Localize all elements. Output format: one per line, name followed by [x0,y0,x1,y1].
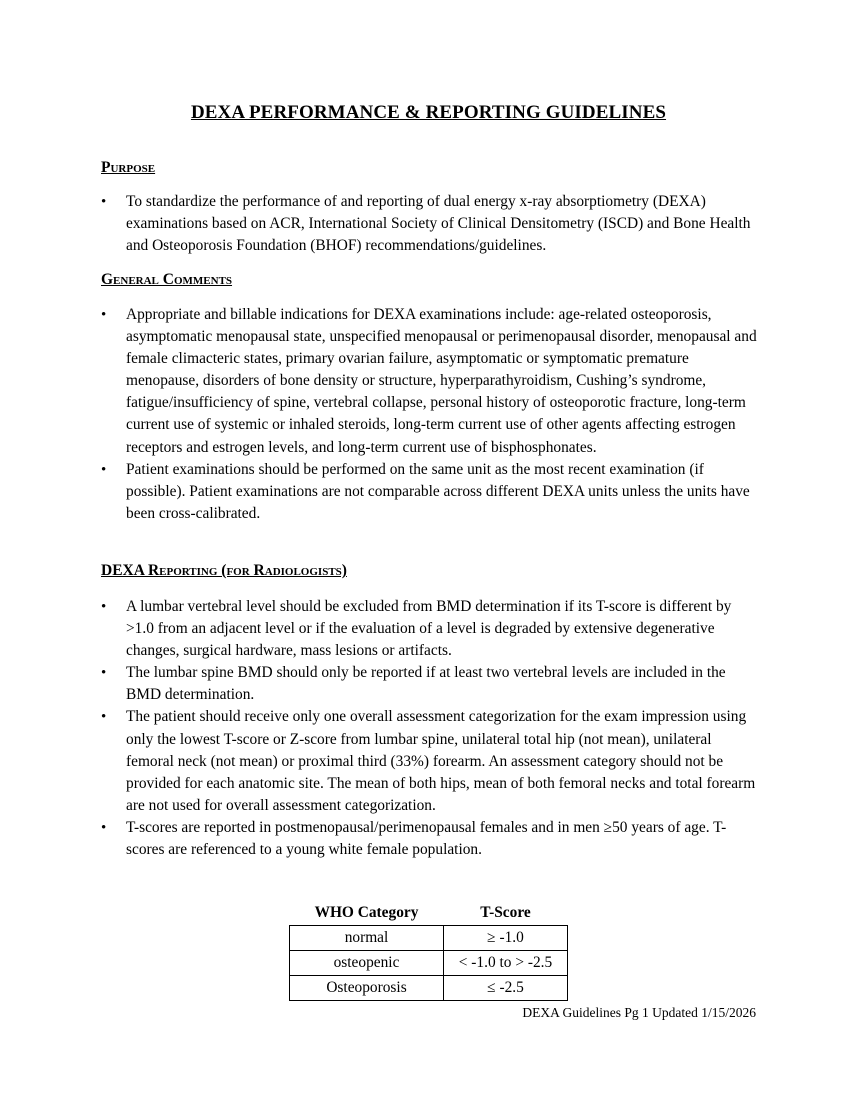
section-heading-purpose: Purpose [101,159,156,176]
page-footer: DEXA Guidelines Pg 1 Updated 1/15/2026 [522,1005,756,1020]
section-heading-general-comments: General Comments [101,271,233,288]
reporting-list [101,596,761,861]
purpose-bullet: • To standardize the performance of and reporting of dual energy x-ray absorptiometry (DEXA) examinations based on ACR, International Society of Clinical Densitometry (ISCD) and Bone Health and Osteoporosis Foundation (BHOF) recommendations/guidelines. [101,191,761,257]
general-bullet-indications: • Appropriate and billable indications for DEXA examinations include: age-related osteoporosis, asymptomatic menopausal state, unspecified menopausal or perimenopausal disorder, menopausal and female climacteric states, primary ovarian failure, asymptomatic or symptomatic premature menopause, disorders of bone density or structure, hyperparathyroidism, Cushing’s syndrome, fatigue/insufficiency of spine, vertebral collapse, personal history of osteoporotic fracture, long-term current use of systemic or inhaled steroids, long-term current use of other agents affecting estrogen receptors and estrogen levels, and long-term current use of bisphosphonates. [101,304,761,459]
table-row [290,926,568,951]
table-cell: Osteoporosis [290,976,444,1001]
who-category-table [289,900,568,1001]
page-title: DEXA PERFORMANCE & REPORTING GUIDELINES [190,102,667,123]
column-header-who-category: WHO Category [314,903,419,921]
reporting-bullet-assessment: • The patient should receive only one overall assessment categorization for the exam impression using only the lowest T-score or Z-score from lumbar spine, unilateral total hip (not mean), unilateral femoral neck (not mean) or proximal third (33%) forearm. An assessment category should not be provided for each anatomic site. The mean of both hips, mean of both femoral necks and total forearm are not used for overall assessment categorization. [101,706,761,816]
reporting-bullet-t-scores: • T-scores are reported in postmenopausal/perimenopausal females and in men ≥50 years of age. T-scores are referenced to a young white female population. [101,817,761,861]
table-cell: ≥ -1.0 [444,926,568,951]
column-header-t-score: T-Score [480,903,531,921]
table-row [290,976,568,1001]
table-cell: ≤ -2.5 [444,976,568,1001]
purpose-list [101,191,761,257]
table-cell: osteopenic [290,951,444,976]
table-cell: < -1.0 to > -2.5 [444,951,568,976]
table-header-row [290,900,568,926]
section-heading-dexa-reporting: DEXA Reporting (for Radiologists) [101,562,347,579]
reporting-bullet-two-levels: • The lumbar spine BMD should only be reported if at least two vertebral levels are included in the BMD determination. [101,662,761,706]
general-comments-list [101,304,761,525]
table-cell: normal [290,926,444,951]
table-row [290,951,568,976]
general-bullet-same-unit: • Patient examinations should be performed on the same unit as the most recent examination (if possible). Patient examinations are not comparable across different DEXA units unless the units have been cross-calibrated. [101,459,761,525]
reporting-bullet-exclusion: • A lumbar vertebral level should be excluded from BMD determination if its T-score is different by >1.0 from an adjacent level or if the evaluation of a level is degraded by extensive degenerative changes, surgical hardware, mass lesions or artifacts. [101,596,761,662]
